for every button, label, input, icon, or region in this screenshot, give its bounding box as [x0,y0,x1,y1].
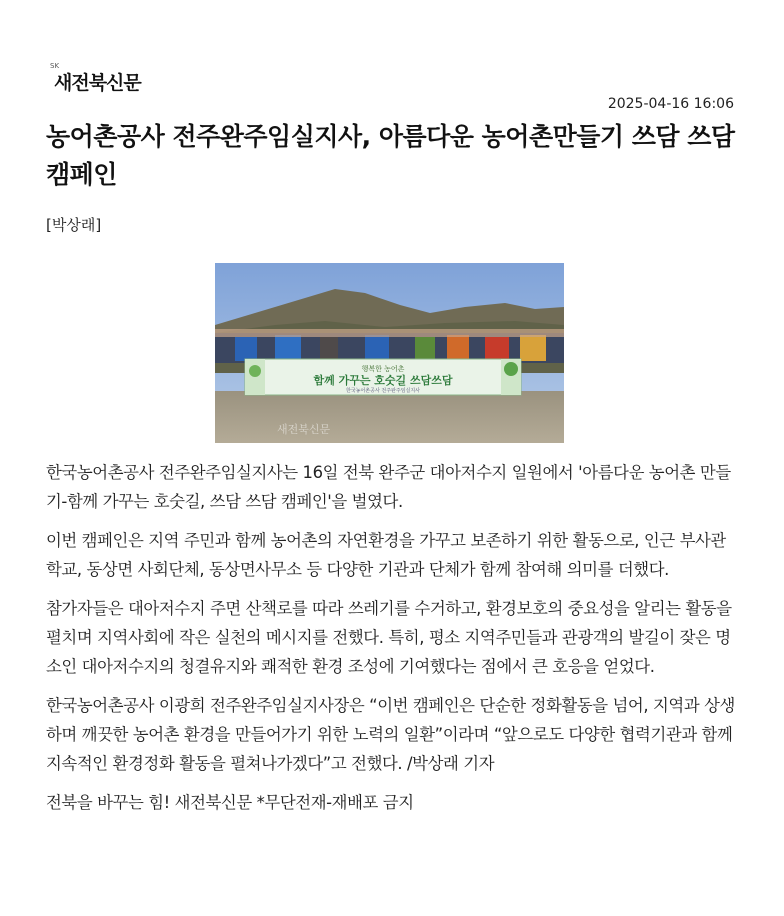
banner-main-text: 함께 가꾸는 호숫길 쓰담쓰담 [313,374,453,387]
campaign-banner [245,359,521,395]
article-paragraph: 한국농어촌공사 전주완주임실지사는 16일 전북 완주군 대아저수지 일원에서 '아름다운 농어촌 만들기-함께 가꾸는 호숫길, 쓰담 쓰담 캠페인'을 벌였다. [46,463,731,511]
photo-watermark: 새전북신문 [277,423,331,436]
article-byline: [박상래] [46,216,102,234]
logo-mark-icon: SK [50,62,60,70]
article-paragraph: 한국농어촌공사 이광희 전주완주임실지사장은 “이번 캠페인은 단순한 정화활동을 넘어, 지역과 상생하며 깨끗한 농어촌 환경을 만들어가기 위한 노력의 일환”이라며 “앞으로도 다양한 협력기관과 함께 지속적인 환경정화 활동을 펼쳐나가겠다”고 전했다. /박상래 기자 [46,696,735,773]
photo-crowd [215,329,564,363]
article-photo [215,263,564,443]
banner-small-text: 행복한 농어촌 [361,365,405,373]
copyright-notice: 전북을 바꾸는 힘! 새전북신문 *무단전재-재배포 금지 [46,793,414,812]
banner-sub-text: 한국농어촌공사 전주완주임실지사 [345,388,421,394]
article-paragraph: 이번 캠페인은 지역 주민과 함께 농어촌의 자연환경을 가꾸고 보존하기 위한 활동으로, 인근 부사관학교, 동상면 사회단체, 동상면사무소 등 다양한 기관과 단체가 함께 참여해 의미를 더했다. [46,531,726,579]
logo-text: 새전북신문 [54,72,141,94]
photo-ground [215,391,564,443]
publish-date: 2025-04-16 16:06 [607,96,734,112]
article-body [46,458,740,827]
article-headline: 농어촌공사 전주완주임실지사, 아름다운 농어촌만들기 쓰담 쓰담 캠페인 [46,122,735,189]
article-paragraph: 참가자들은 대아저수지 주면 산책로를 따라 쓰레기를 수거하고, 환경보호의 중요성을 알리는 활동을 펼치며 지역사회에 작은 실천의 메시지를 전했다. 특히, 평소 지역주민들과 관광객의 발길이 잦은 명소인 대아저수지의 청결유지와 쾌적한 환경 조성에 기여했다는 점에서 큰 호응을 얻었다. [46,599,732,676]
